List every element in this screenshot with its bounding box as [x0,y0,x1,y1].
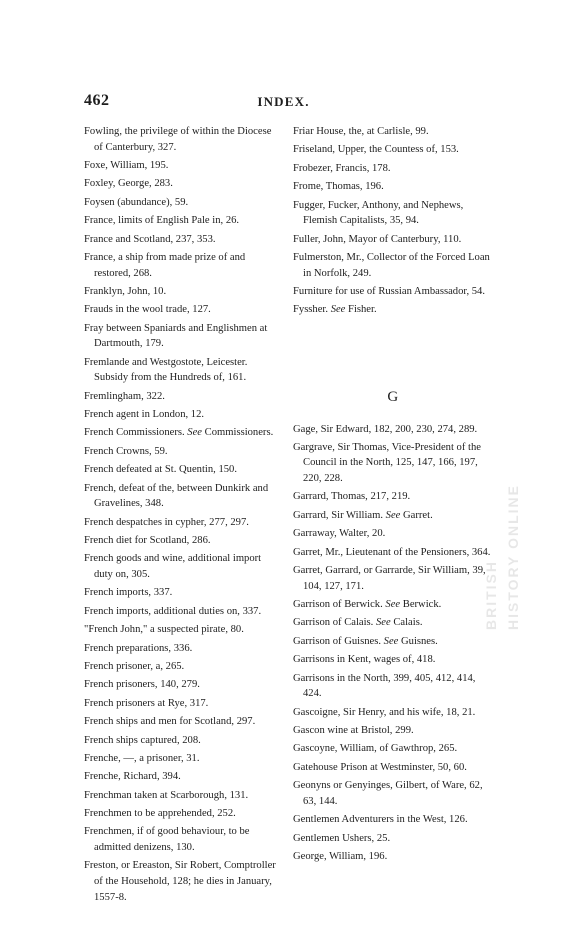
right-column-top-entries [293,124,493,318]
index-entry [84,677,280,693]
index-entry [84,533,280,549]
index-entry-text: Garret, Mr., Lieutenant of the Pensioners, 364. [293,546,491,558]
index-entry [293,198,493,229]
index-entry [84,515,280,531]
index-entry-text: Gatehouse Prison at Westminster, 50, 60. [293,761,467,773]
index-entry-text: Freston, or Ereaston, Sir Robert, Comptroller of the Household, 128; he dies in January, 1557-8. [84,860,276,903]
see-reference-label: See [383,635,399,647]
index-entry-text: French despatches in cypher, 277, 297. [84,516,249,528]
index-entry-text: French, defeat of the, between Dunkirk and Gravelines, 348. [84,482,269,510]
index-entry [293,545,493,561]
section-letter-heading: G [387,388,399,405]
index-entry [293,284,493,300]
index-entry-text: Furniture for use of Russian Ambassador, 54. [293,285,486,297]
index-entry-text: French ships and men for Scotland, 297. [84,716,256,728]
index-entry [293,597,493,613]
index-entry-text: France, a ship from made prize of and restored, 268. [84,251,246,279]
index-entry [84,824,280,855]
index-entry [293,250,493,281]
index-entry-text: French defeated at St. Quentin, 150. [84,464,237,476]
index-entry [84,696,280,712]
index-entry [84,124,280,155]
index-entry [84,176,280,192]
index-entry [293,615,493,631]
index-entry [84,195,280,211]
index-entry-text: French agent in London, 12. [84,409,205,421]
index-entry-text: Fulmerston, Mr., Collector of the Forced Loan in Norfolk, 249. [293,251,490,279]
index-entry [293,422,493,438]
index-entry-text: Frome, Thomas, 196. [293,181,384,193]
index-entry-text: Garraway, Walter, 20. [293,528,386,540]
index-entry [293,831,493,847]
index-entry [84,444,280,460]
index-entry [293,563,493,594]
index-entry [84,321,280,352]
see-reference-label: See [385,599,401,611]
index-entry [84,213,280,229]
index-entry-text: Garrisons in Kent, wages of, 418. [293,654,436,666]
index-entry [293,812,493,828]
index-entry [84,622,280,638]
index-entry-text: Garrison of Berwick. [293,599,383,611]
index-entry [84,585,280,601]
index-entry-text: Gentlemen Ushers, 25. [293,832,391,844]
index-entry-text: French Commissioners. [84,427,185,439]
index-entry-text: French prisoner, a, 265. [84,660,185,672]
watermark-line2: HISTORY ONLINE [505,484,521,630]
index-entry [84,232,280,248]
index-entry [84,302,280,318]
see-reference-target: Guisnes. [401,635,438,647]
index-entry-text: Friar House, the, at Carlisle, 99. [293,126,429,137]
see-reference-target: Garret. [403,509,433,521]
index-entry-text: Gascon wine at Bristol, 299. [293,724,414,736]
index-entry-text: George, William, 196. [293,850,388,862]
index-entry-text: Friseland, Upper, the Countess of, 153. [293,144,459,156]
index-entry [84,751,280,767]
index-entry [84,858,280,905]
index-entry-text: Frenche, Richard, 394. [84,771,181,783]
index-entry-text: French prisoners, 140, 279. [84,679,200,691]
index-entry [84,714,280,730]
index-entry-text: Frenchmen to be apprehended, 252. [84,808,236,820]
index-entry-text: Garrard, Thomas, 217, 219. [293,491,411,503]
index-entry-text: Gascoigne, Sir Henry, and his wife, 18, 21. [293,706,476,718]
index-entry-text: Fremlande and Westgostote, Leicester. Subsidy from the Hundreds of, 161. [84,356,248,384]
see-reference-label: See [385,509,401,521]
index-entry-text: French imports, 337. [84,587,173,599]
index-entry-text: Gentlemen Adventurers in the West, 126. [293,814,468,826]
index-entry [293,634,493,650]
index-entry [84,407,280,423]
index-entry [293,142,493,158]
index-entry-text: Garrard, Sir William. [293,509,383,521]
index-entry-text: Frenchman taken at Scarborough, 131. [84,789,249,801]
index-entry [84,284,280,300]
watermark-logo [478,300,538,630]
index-entry-text: Frenche, —, a prisoner, 31. [84,752,200,764]
index-entry-text: Foxley, George, 283. [84,178,173,190]
index-entry-text: Frobezer, Francis, 178. [293,162,391,174]
index-entry [84,604,280,620]
index-entry-text: Fuller, John, Mayor of Canterbury, 110. [293,233,462,245]
see-reference-label: See [187,427,202,439]
index-entry [84,641,280,657]
index-entry-text: Gage, Sir Edward, 182, 200, 230, 274, 289. [293,423,478,435]
right-column-bottom-entries [293,422,493,865]
index-entry [293,161,493,177]
index-entry [84,355,280,386]
see-reference-target: Berwick. [402,599,442,611]
index-entry-text: Fowling, the privilege of within the Diocese of Canterbury, 327. [84,126,272,153]
index-entry [84,250,280,281]
index-entry-text: Fray between Spaniards and Englishmen at Dartmouth, 179. [84,322,268,350]
index-entry [84,769,280,785]
index-entry [84,481,280,512]
right-column [293,124,493,867]
index-entry-text: Frauds in the wool trade, 127. [84,304,211,316]
index-entry-text: Franklyn, John, 10. [84,285,167,297]
index-entry [84,659,280,675]
left-column [84,124,280,908]
index-entry-text: French prisoners at Rye, 317. [84,697,209,709]
running-head: INDEX. [257,94,310,109]
index-entry [84,158,280,174]
index-entry [293,440,493,487]
see-reference-label: See [330,304,346,316]
index-entry-text: Garrison of Calais. [293,617,374,629]
index-entry-text: Garrison of Guisnes. [293,635,381,647]
index-entry [293,741,493,757]
index-entry-text: Garret, Garrard, or Garrarde, Sir William, 39, 104, 127, 171. [293,565,486,592]
index-entry [293,526,493,542]
index-entry [293,489,493,505]
index-entry [293,232,493,248]
index-entry [293,723,493,739]
index-entry-text: France and Scotland, 237, 353. [84,233,216,245]
index-entry-text: Garrisons in the North, 399, 405, 412, 414, 424. [293,672,476,700]
index-entry-text: Frenchmen, if of good behaviour, to be admitted denizens, 130. [84,826,250,854]
index-entry-text: French diet for Scotland, 286. [84,535,211,546]
index-entry-text: Fyssher. [293,304,329,316]
index-entry [293,179,493,195]
index-entry [293,705,493,721]
index-entry [293,124,493,140]
index-entry-text: Foxe, William, 195. [84,159,169,171]
index-entry-text: Foysen (abundance), 59. [84,196,189,208]
index-entry [84,425,280,441]
index-entry-text: French goods and wine, additional import duty on, 305. [84,553,262,580]
index-entry-text: French ships captured, 208. [84,734,201,746]
watermark-line1: BRITISH [483,560,499,630]
index-entry-text: Gargrave, Sir Thomas, Vice-President of the Council in the North, 125, 147, 166, 197, 220, 228. [293,441,481,485]
see-reference-target: Calais. [393,617,423,629]
index-entry-text: Fugger, Fucker, Anthony, and Nephews, Flemish Capitalists, 35, 94. [293,199,464,227]
index-entry-text: French Crowns, 59. [84,445,168,457]
index-entry-text: Gascoyne, William, of Gawthrop, 265. [293,743,458,755]
see-reference-target: Fisher. [348,304,377,316]
index-entry [84,551,280,582]
index-entry-text: France, limits of English Pale in, 26. [84,215,240,227]
index-entry [293,508,493,524]
index-entry [293,778,493,809]
index-entry-text: "French John," a suspected pirate, 80. [84,624,244,636]
index-entry [293,652,493,668]
index-entry [84,806,280,822]
see-reference-label: See [375,617,391,629]
index-entry-text: French preparations, 336. [84,642,193,654]
index-entry [293,302,493,318]
index-entry [84,733,280,749]
index-entry-text: Fremlingham, 322. [84,390,165,402]
index-entry-text: French imports, additional duties on, 337. [84,605,262,617]
index-entry-text: Geonyns or Genyinges, Gilbert, of Ware, 62, 63, 144. [293,780,483,807]
index-entry [293,849,493,865]
see-reference-target: Commissioners. [204,427,274,439]
index-entry [84,389,280,405]
index-entry [293,671,493,702]
index-entry [293,760,493,776]
page-number: 462 [84,92,110,109]
index-entry [84,788,280,804]
index-entry [84,462,280,478]
